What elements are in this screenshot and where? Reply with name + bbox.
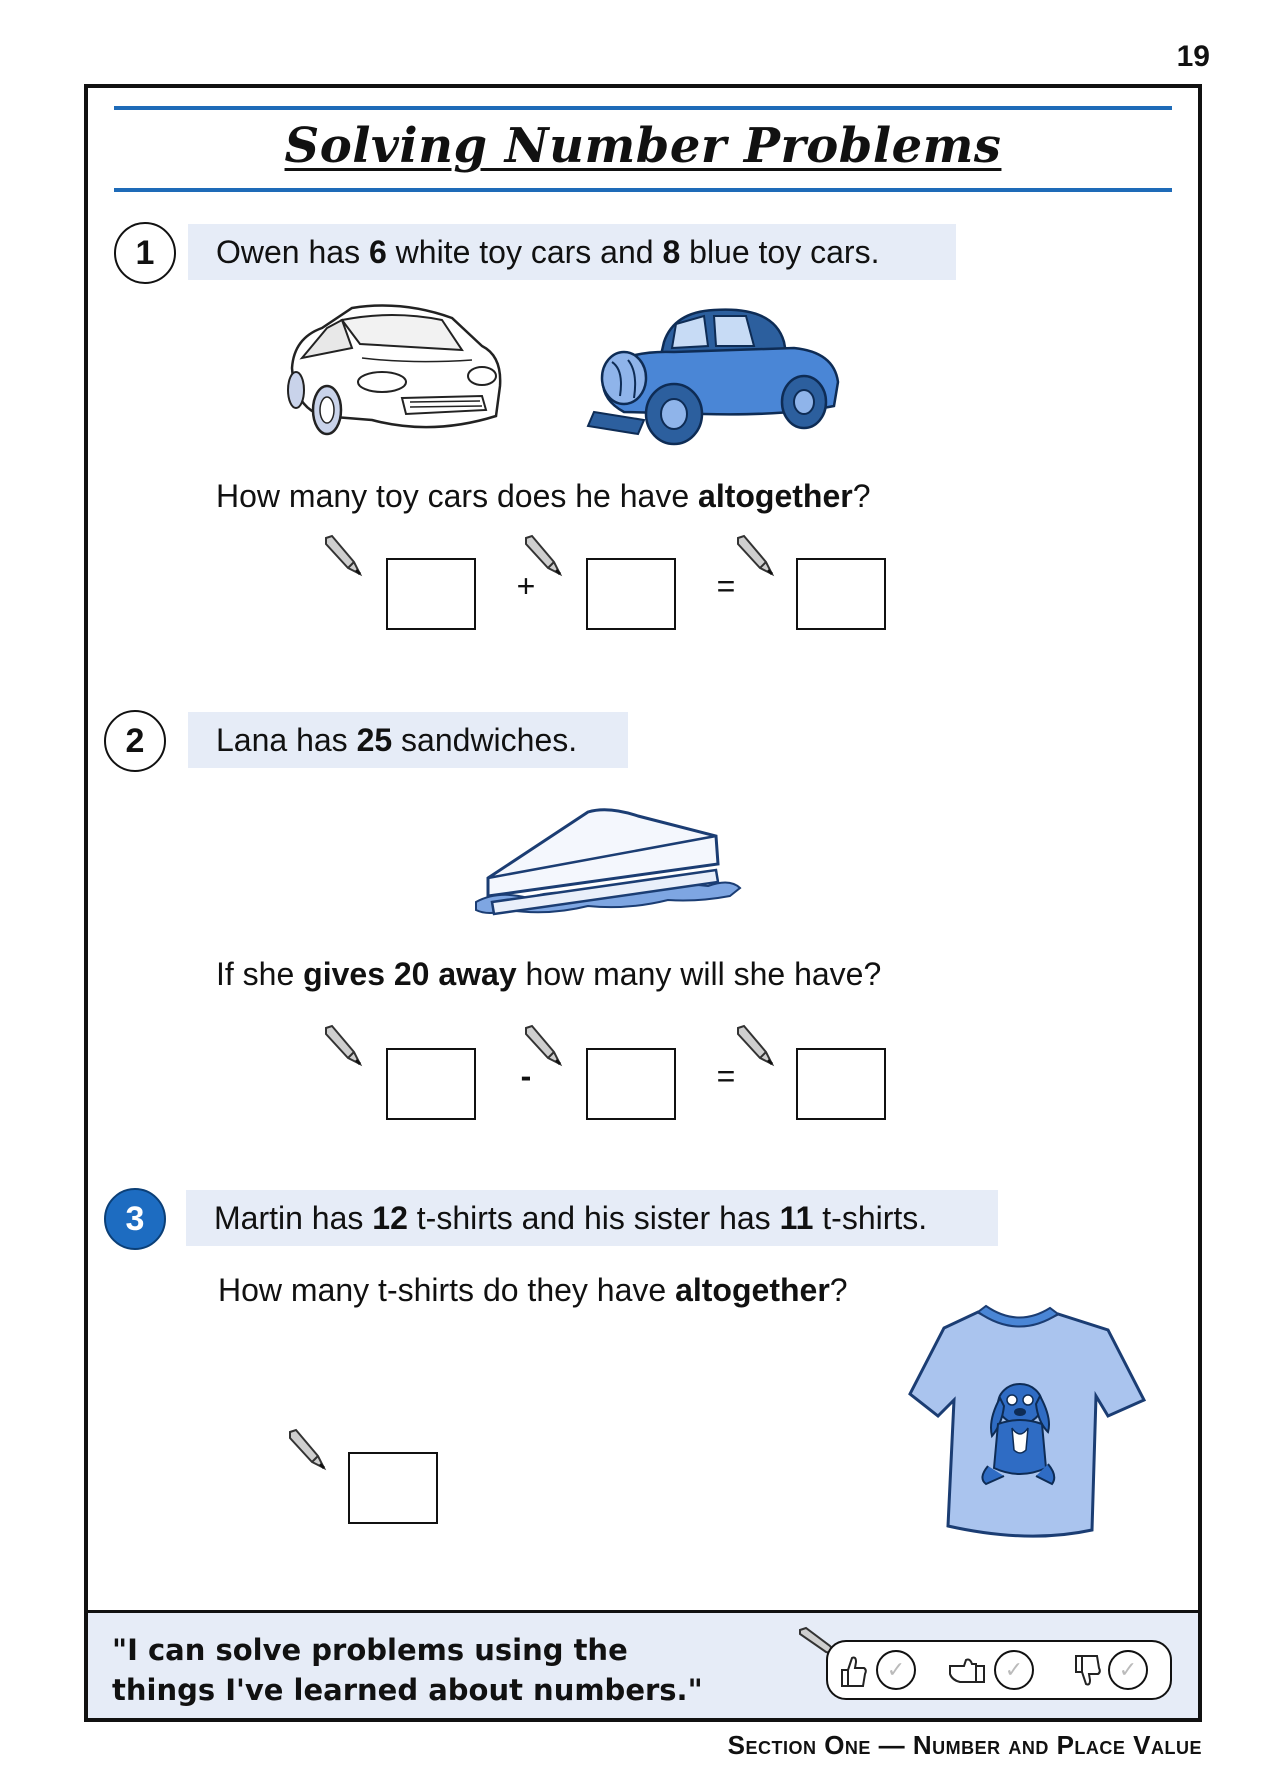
question-text: ? [852,478,871,514]
question-2-number: 2 [104,710,166,772]
question-keyword: altogether [675,1272,830,1308]
question-text: How many toy cars does he have [216,478,699,514]
equals-operator: = [716,568,736,604]
title-rule-top [114,106,1172,110]
answer-box[interactable] [348,1452,438,1524]
question-text: how many will she have? [516,956,882,992]
pencil-icon [734,534,778,578]
answer-box[interactable] [796,1048,886,1120]
objective-line-1: "I can solve problems using the [112,1633,628,1667]
statement-text: t-shirts. [813,1200,928,1236]
statement-text: Lana has [216,722,357,758]
statement-number: 8 [662,234,681,270]
thumbs-up-icon [840,1654,868,1690]
answer-box[interactable] [586,558,676,630]
statement-text: blue toy cars. [680,234,880,270]
equals-operator: = [716,1058,736,1094]
minus-operator: - [520,1058,532,1094]
title-rule-bottom [114,188,1172,192]
answer-box[interactable] [586,1048,676,1120]
thumbs-down-icon [1074,1652,1102,1690]
question-1-statement [188,224,956,280]
question-2-statement [188,712,628,768]
answer-box[interactable] [386,1048,476,1120]
objective-line-2: things I've learned about numbers." [112,1673,703,1707]
question-3-prompt [218,1272,848,1309]
pencil-icon [734,1024,778,1068]
blue-car-illustration [584,302,846,452]
answer-box[interactable] [796,558,886,630]
pencil-icon [322,1024,366,1068]
statement-text: Martin has [214,1200,373,1236]
question-3-number: 3 [104,1188,166,1250]
rating-good-circle[interactable]: ✓ [876,1650,916,1690]
self-assessment-rating [826,1640,1172,1700]
rating-bad-circle[interactable]: ✓ [1108,1650,1148,1690]
statement-text: sandwiches. [392,722,578,758]
question-1-prompt [216,478,871,515]
page-title: Solving Number Problems [284,118,1002,174]
statement-number: 25 [356,722,393,758]
white-car-illustration [282,298,508,448]
question-text: ? [829,1272,848,1308]
statement-number: 12 [372,1200,408,1236]
learning-objective [112,1630,732,1710]
question-1-number: 1 [114,222,176,284]
statement-number: 6 [368,234,387,270]
question-text: If she [216,956,304,992]
pencil-icon [322,534,366,578]
page-number: 19 [1176,40,1210,73]
question-keyword: gives 20 away [303,956,517,992]
statement-text: t-shirts and his sister has [407,1200,780,1236]
thumbs-sideways-icon [946,1656,986,1686]
question-2-prompt [216,956,881,993]
rating-ok-circle[interactable]: ✓ [994,1650,1034,1690]
sandwich-illustration [468,806,746,926]
pencil-icon [522,1024,566,1068]
section-footer: Section One — Number and Place Value [727,1730,1202,1760]
question-keyword: altogether [698,478,853,514]
statement-text: Owen has [216,234,369,270]
answer-box[interactable] [386,558,476,630]
statement-number: 11 [779,1200,814,1236]
statement-text: white toy cars and [386,234,663,270]
question-3-statement [186,1190,998,1246]
question-text: How many t-shirts do they have [218,1272,676,1308]
pencil-icon [286,1428,330,1472]
pencil-icon [522,534,566,578]
tshirt-illustration [908,1300,1148,1550]
plus-operator: + [516,568,536,604]
